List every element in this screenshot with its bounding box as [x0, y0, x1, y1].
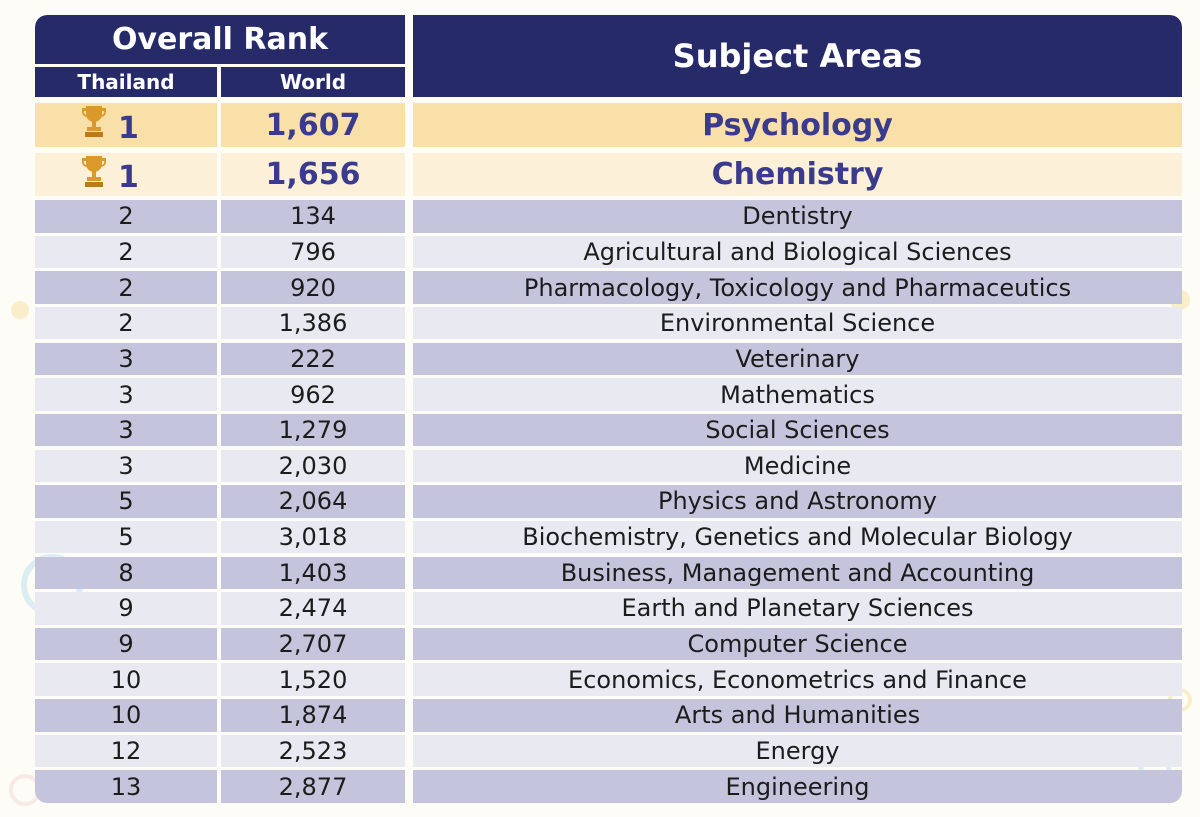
subject-area: Arts and Humanities [413, 699, 1182, 732]
table-row [35, 628, 1182, 661]
subject-area: Dentistry [413, 200, 1182, 233]
thailand-rank: 13 [35, 770, 217, 803]
world-rank: 222 [221, 343, 405, 376]
thailand-rank: 8 [35, 557, 217, 590]
subject-area: Medicine [413, 450, 1182, 483]
thailand-rank: 2 [35, 307, 217, 340]
world-rank: 796 [221, 236, 405, 269]
subject-area: Physics and Astronomy [413, 485, 1182, 518]
table-row [35, 735, 1182, 768]
thailand-rank: 10 [35, 663, 217, 696]
thailand-rank: 9 [35, 628, 217, 661]
thailand-rank: 3 [35, 378, 217, 411]
thailand-rank: 1 [118, 110, 139, 146]
table-row [35, 663, 1182, 696]
thailand-rank: 3 [35, 414, 217, 447]
subject-area: Business, Management and Accounting [413, 557, 1182, 590]
world-rank: 1,656 [221, 153, 405, 196]
subject-area: Environmental Science [413, 307, 1182, 340]
overall-rank-header: Overall Rank [35, 15, 405, 64]
thailand-rank: 2 [35, 271, 217, 304]
subject-area: Energy [413, 735, 1182, 768]
subject-area: Veterinary [413, 343, 1182, 376]
world-rank: 2,474 [221, 592, 405, 625]
subject-area: Psychology [413, 103, 1182, 147]
table-row [35, 770, 1182, 803]
subject-area: Social Sciences [413, 414, 1182, 447]
world-rank: 1,520 [221, 663, 405, 696]
thailand-rank: 3 [35, 343, 217, 376]
thailand-rank: 2 [35, 236, 217, 269]
subject-area: Chemistry [413, 153, 1182, 196]
world-rank: 2,707 [221, 628, 405, 661]
subject-area: Agricultural and Biological Sciences [413, 236, 1182, 269]
table-row [35, 307, 1182, 340]
table-row [35, 414, 1182, 447]
table-row [35, 485, 1182, 518]
top-rank-row [35, 153, 1182, 196]
table-row [35, 521, 1182, 554]
world-rank: 2,030 [221, 450, 405, 483]
world-rank: 1,386 [221, 307, 405, 340]
thailand-rank: 1 [118, 160, 139, 195]
thailand-rank: 2 [35, 200, 217, 233]
thailand-rank-cell [35, 153, 217, 196]
table-row [35, 236, 1182, 269]
thailand-rank: 5 [35, 485, 217, 518]
table-row [35, 450, 1182, 483]
table-row [35, 378, 1182, 411]
world-rank: 2,523 [221, 735, 405, 768]
thailand-rank: 12 [35, 735, 217, 768]
thailand-rank: 9 [35, 592, 217, 625]
subject-area: Biochemistry, Genetics and Molecular Biology [413, 521, 1182, 554]
subject-area: Mathematics [413, 378, 1182, 411]
world-rank: 2,064 [221, 485, 405, 518]
table-row [35, 271, 1182, 304]
subject-area: Computer Science [413, 628, 1182, 661]
thailand-rank: 3 [35, 450, 217, 483]
ranking-table [35, 15, 1182, 803]
world-rank: 134 [221, 200, 405, 233]
subject-areas-header: Subject Areas [413, 15, 1182, 97]
top-rank-row [35, 103, 1182, 147]
table-row [35, 699, 1182, 732]
subject-area: Earth and Planetary Sciences [413, 592, 1182, 625]
table-row [35, 557, 1182, 590]
table-row [35, 343, 1182, 376]
world-rank: 962 [221, 378, 405, 411]
world-rank: 1,607 [221, 103, 405, 147]
world-rank: 3,018 [221, 521, 405, 554]
trophy-icon [80, 154, 108, 196]
thailand-rank: 10 [35, 699, 217, 732]
subject-area: Pharmacology, Toxicology and Pharmaceutics [413, 271, 1182, 304]
subject-area: Economics, Econometrics and Finance [413, 663, 1182, 696]
subject-area: Engineering [413, 770, 1182, 803]
thailand-rank: 5 [35, 521, 217, 554]
trophy-icon [80, 104, 108, 146]
world-rank: 920 [221, 271, 405, 304]
world-rank: 1,874 [221, 699, 405, 732]
world-rank: 2,877 [221, 770, 405, 803]
thailand-column-header: Thailand [35, 67, 217, 97]
table-row [35, 200, 1182, 233]
thailand-rank-cell [35, 103, 217, 147]
world-column-header: World [221, 67, 405, 97]
table-row [35, 592, 1182, 625]
world-rank: 1,403 [221, 557, 405, 590]
world-rank: 1,279 [221, 414, 405, 447]
